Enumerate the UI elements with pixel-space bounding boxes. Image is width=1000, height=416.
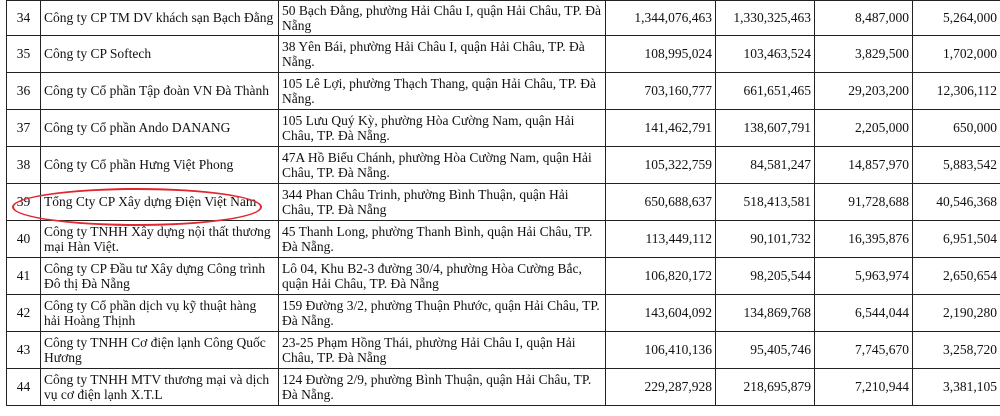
- row-number: 39: [7, 184, 41, 221]
- table-row: [7, 1, 1000, 36]
- value-col-2: 98,205,544: [716, 258, 815, 295]
- company-name: Công ty Cổ phần dịch vụ kỹ thuật hàng hải Hoàng Thịnh: [41, 295, 279, 332]
- row-number: 37: [7, 110, 41, 147]
- company-address: 159 Đường 3/2, phường Thuận Phước, quận Hải Châu, TP. Đà Nẵng.: [279, 295, 606, 332]
- company-name: Công ty CP TM DV khách sạn Bạch Đằng: [41, 1, 279, 36]
- company-address: 50 Bạch Đằng, phường Hải Châu I, quận Hải Châu, TP. Đà Nẵng: [279, 1, 606, 36]
- value-col-3: 7,210,944: [815, 369, 913, 406]
- value-col-4: 650,000: [913, 110, 1000, 147]
- value-col-2: 84,581,247: [716, 147, 815, 184]
- value-col-2: 103,463,524: [716, 36, 815, 73]
- table-row-highlighted: [7, 184, 1000, 221]
- row-number: 34: [7, 1, 41, 36]
- table-row: [7, 73, 1000, 110]
- value-col-1: 141,462,791: [606, 110, 716, 147]
- company-address: 105 Lê Lợi, phường Thạch Thang, quận Hải Châu, TP. Đà Nẵng.: [279, 73, 606, 110]
- table-row: [7, 295, 1000, 332]
- table-row: [7, 110, 1000, 147]
- company-table-sheet: [6, 0, 1000, 406]
- value-col-2: 1,330,325,463: [716, 1, 815, 36]
- value-col-4: 3,258,720: [913, 332, 1000, 369]
- value-col-1: 108,995,024: [606, 36, 716, 73]
- company-name: Công ty Cổ phần Ando DANANG: [41, 110, 279, 147]
- company-name: Công ty TNHH Cơ điện lạnh Công Quốc Hương: [41, 332, 279, 369]
- company-name: Công ty Cổ phần Tập đoàn VN Đà Thành: [41, 73, 279, 110]
- row-number: 44: [7, 369, 41, 406]
- value-col-1: 106,410,136: [606, 332, 716, 369]
- table-row: [7, 332, 1000, 369]
- company-address: 344 Phan Châu Trinh, phường Bình Thuận, quận Hải Châu, TP. Đà Nẵng: [279, 184, 606, 221]
- value-col-2: 218,695,879: [716, 369, 815, 406]
- company-address: 124 Đường 2/9, phường Bình Thuận, quận Hải Châu, TP. Đà Nẵng.: [279, 369, 606, 406]
- value-col-3: 14,857,970: [815, 147, 913, 184]
- value-col-2: 138,607,791: [716, 110, 815, 147]
- table-row: [7, 36, 1000, 73]
- value-col-3: 5,963,974: [815, 258, 913, 295]
- row-number: 40: [7, 221, 41, 258]
- value-col-1: 650,688,637: [606, 184, 716, 221]
- table-row: [7, 258, 1000, 295]
- value-col-4: 40,546,368: [913, 184, 1000, 221]
- value-col-1: 143,604,092: [606, 295, 716, 332]
- value-col-3: 6,544,044: [815, 295, 913, 332]
- value-col-4: 1,702,000: [913, 36, 1000, 73]
- value-col-4: 5,883,542: [913, 147, 1000, 184]
- company-name: Công ty Cổ phần Hưng Việt Phong: [41, 147, 279, 184]
- value-col-4: 2,650,654: [913, 258, 1000, 295]
- value-col-2: 90,101,732: [716, 221, 815, 258]
- value-col-3: 29,203,200: [815, 73, 913, 110]
- company-name: Công ty TNHH MTV thương mại và dịch vụ cơ điện lạnh X.T.L: [41, 369, 279, 406]
- company-name: Công ty TNHH Xây dựng nội thất thương mại Hàn Việt.: [41, 221, 279, 258]
- company-address: 45 Thanh Long, phường Thanh Bình, quận Hải Châu, TP. Đà Nẵng.: [279, 221, 606, 258]
- value-col-3: 7,745,670: [815, 332, 913, 369]
- table-row: [7, 369, 1000, 406]
- value-col-3: 3,829,500: [815, 36, 913, 73]
- value-col-4: 6,951,504: [913, 221, 1000, 258]
- value-col-4: 12,306,112: [913, 73, 1000, 110]
- company-name: Công ty CP Softech: [41, 36, 279, 73]
- value-col-4: 5,264,000: [913, 1, 1000, 36]
- value-col-3: 2,205,000: [815, 110, 913, 147]
- company-name: Tổng Cty CP Xây dựng Điện Việt Nam: [41, 184, 279, 221]
- value-col-3: 91,728,688: [815, 184, 913, 221]
- company-address: Lô 04, Khu B2-3 đường 30/4, phường Hòa Cường Bắc, quận Hải Châu, TP. Đà Nẵng: [279, 258, 606, 295]
- value-col-1: 1,344,076,463: [606, 1, 716, 36]
- company-address: 47A Hồ Biểu Chánh, phường Hòa Cường Nam, quận Hải Châu, TP. Đà Nẵng.: [279, 147, 606, 184]
- table-row: [7, 147, 1000, 184]
- row-number: 42: [7, 295, 41, 332]
- company-name: Công ty CP Đầu tư Xây dựng Công trình Đô thị Đà Nẵng: [41, 258, 279, 295]
- value-col-2: 95,405,746: [716, 332, 815, 369]
- value-col-4: 3,381,105: [913, 369, 1000, 406]
- row-number: 35: [7, 36, 41, 73]
- company-address: 105 Lưu Quý Kỳ, phường Hòa Cường Nam, quận Hải Châu, TP. Đà Nẵng.: [279, 110, 606, 147]
- value-col-1: 113,449,112: [606, 221, 716, 258]
- row-number: 41: [7, 258, 41, 295]
- row-number: 36: [7, 73, 41, 110]
- value-col-1: 229,287,928: [606, 369, 716, 406]
- table-row: [7, 221, 1000, 258]
- value-col-1: 703,160,777: [606, 73, 716, 110]
- value-col-2: 518,413,581: [716, 184, 815, 221]
- row-number: 38: [7, 147, 41, 184]
- company-address: 23-25 Phạm Hồng Thái, phường Hải Châu I, quận Hải Châu, TP. Đà Nẵng: [279, 332, 606, 369]
- value-col-1: 105,322,759: [606, 147, 716, 184]
- value-col-2: 134,869,768: [716, 295, 815, 332]
- value-col-3: 8,487,000: [815, 1, 913, 36]
- value-col-3: 16,395,876: [815, 221, 913, 258]
- value-col-1: 106,820,172: [606, 258, 716, 295]
- row-number: 43: [7, 332, 41, 369]
- company-address: 38 Yên Bái, phường Hải Châu I, quận Hải Châu, TP. Đà Nẵng.: [279, 36, 606, 73]
- company-table: [6, 0, 1000, 406]
- value-col-4: 2,190,280: [913, 295, 1000, 332]
- value-col-2: 661,651,465: [716, 73, 815, 110]
